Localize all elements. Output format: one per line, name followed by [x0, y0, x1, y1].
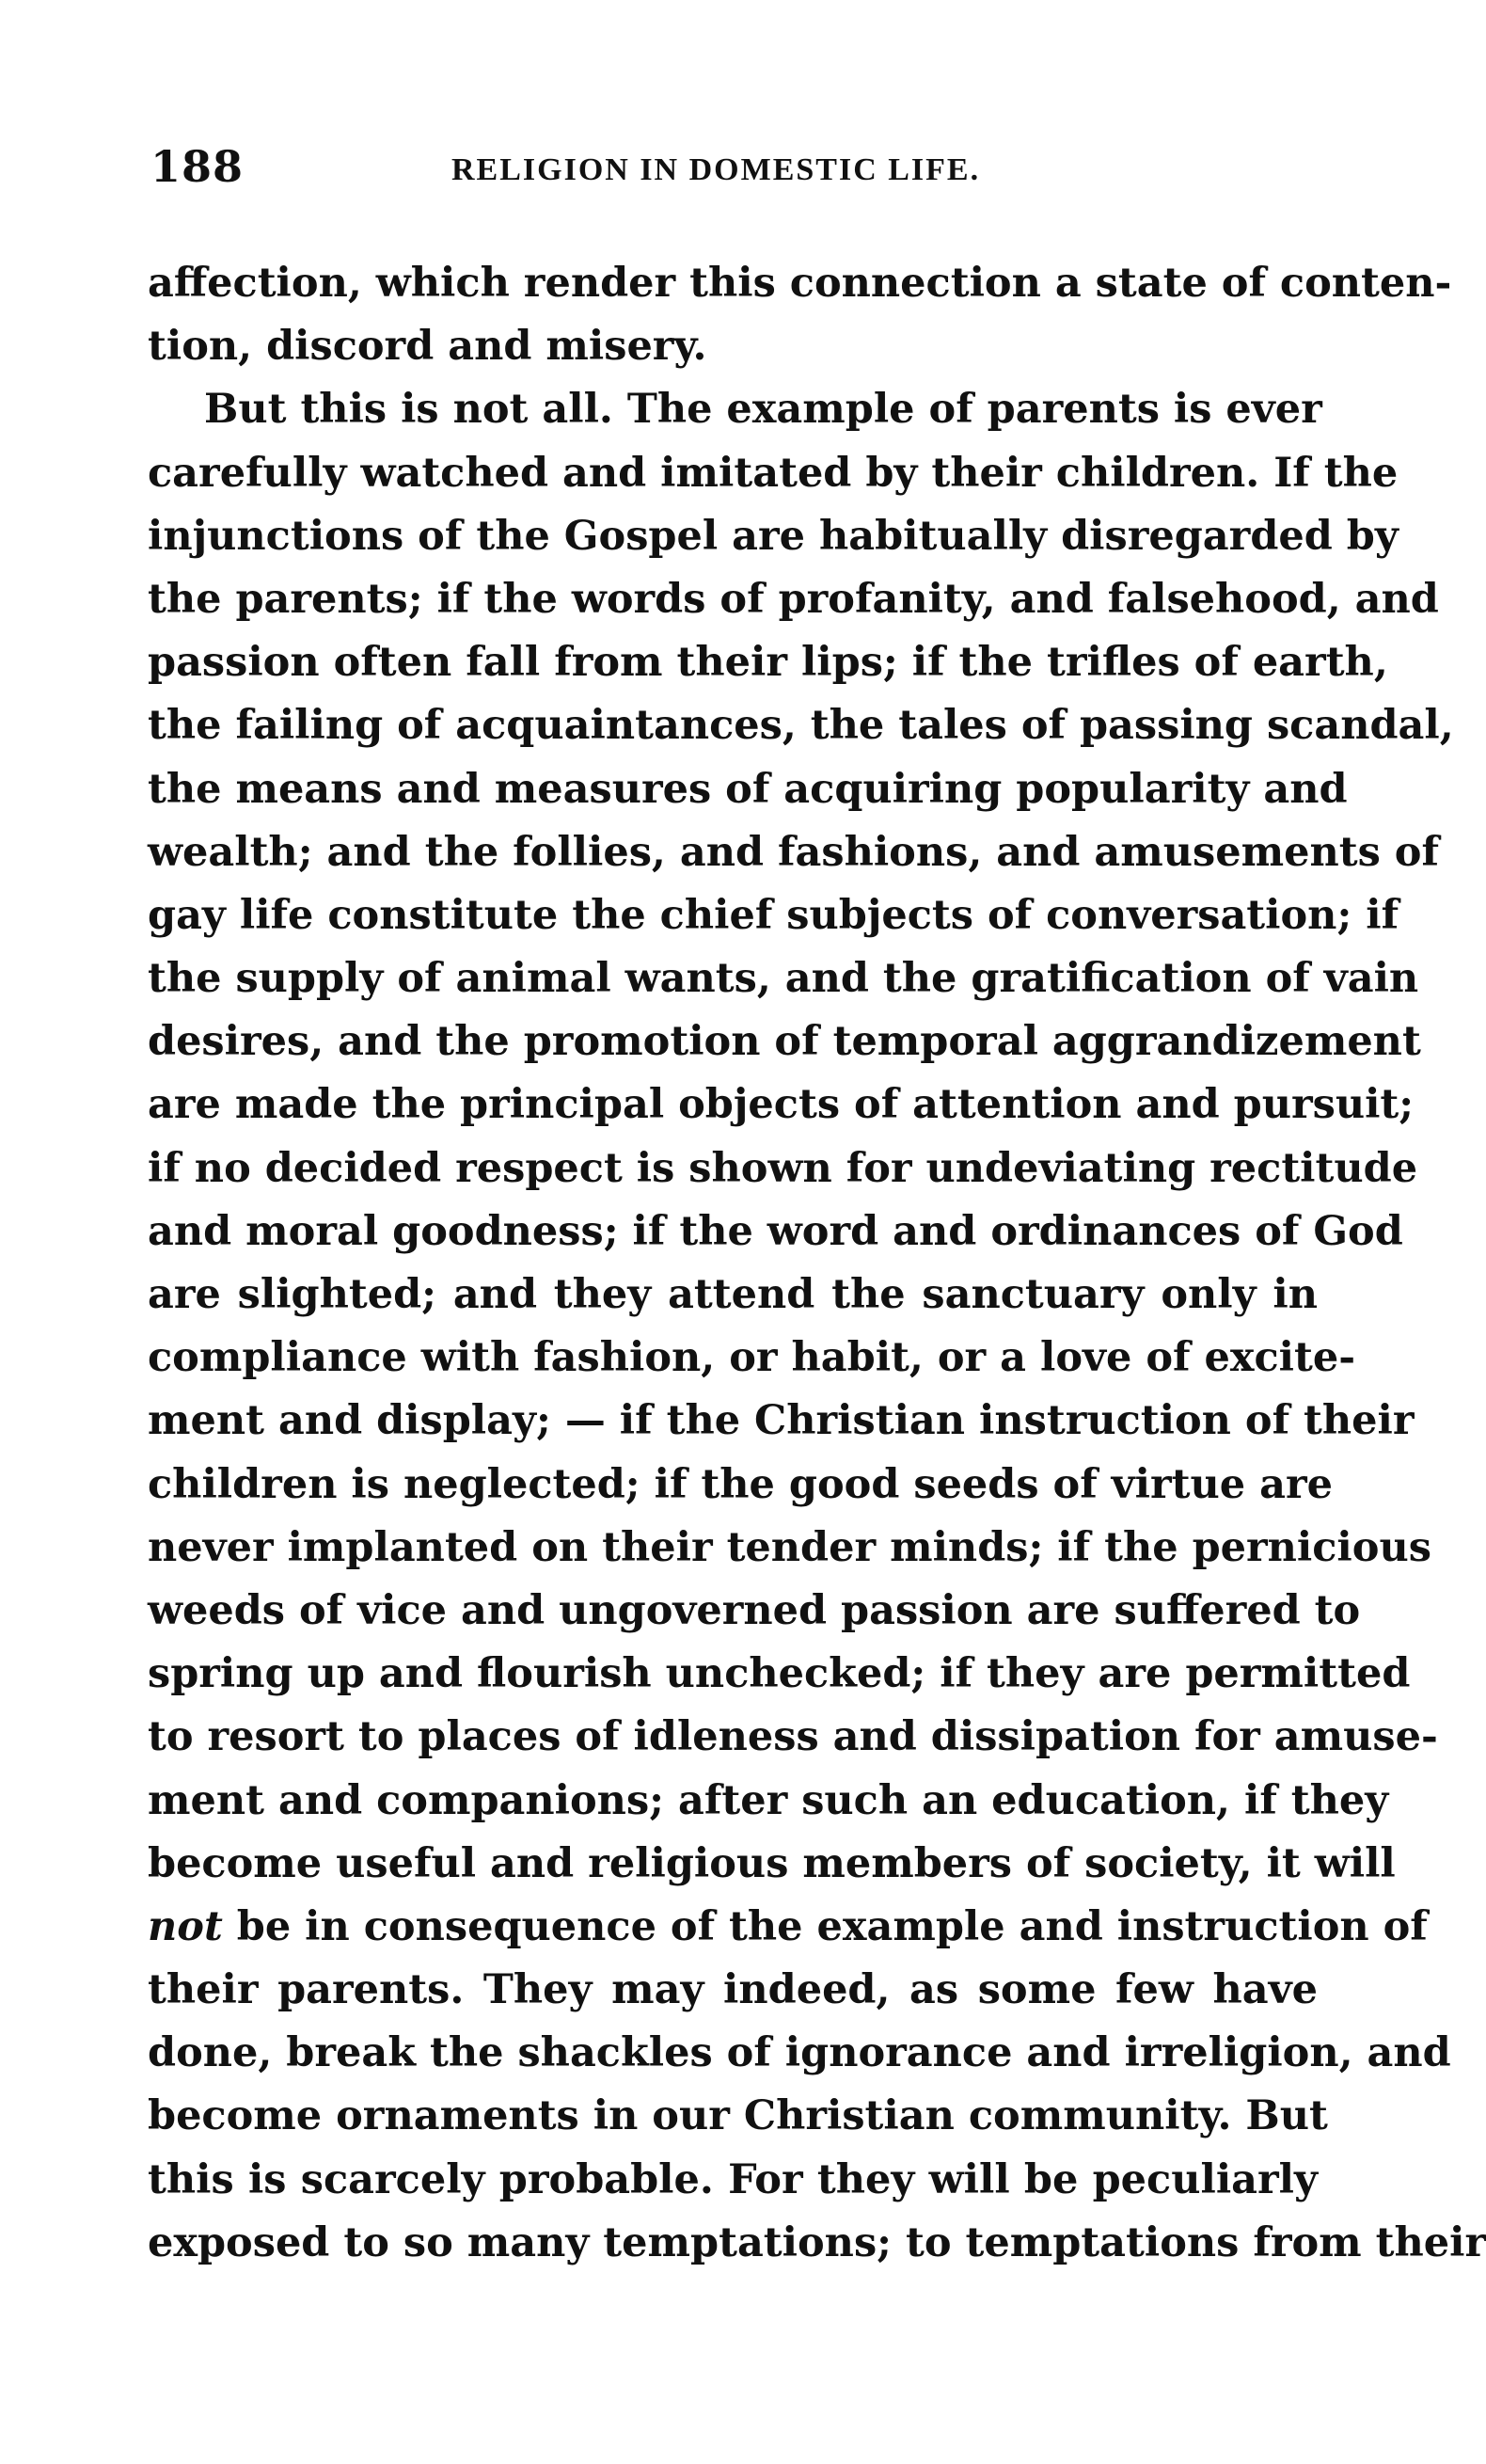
text-line: passion often fall from their lips; if the trifles of earth, [148, 639, 1388, 687]
text-line: spring up and flourish unchecked; if they are permitted [148, 1650, 1411, 1698]
text-line: ment and display; — if the Christian instruction of their [148, 1397, 1415, 1445]
text-line: gay life constitute the chief subjects of conversation; if [148, 891, 1399, 939]
text-line: weeds of vice and ungoverned passion are suffered to [148, 1586, 1361, 1634]
text-line: the failing of acquaintances, the tales of passing scandal, [148, 702, 1454, 750]
text-line: done, break the shackles of ignorance and irreligion, and [148, 2029, 1451, 2077]
paragraph-first-line: But this is not all. The example of parents is ever [204, 386, 1322, 434]
text-line: exposed to so many temptations; to temptations from their [148, 2218, 1486, 2266]
text-line: wealth; and the follies, and fashions, and amusements of [148, 828, 1439, 876]
text-line: affection, which render this connection a state of conten- [148, 260, 1452, 307]
body-text [148, 252, 1486, 2275]
line-remainder: be in consequence of the example and instruction of [222, 1902, 1428, 1950]
running-head: RELIGION IN DOMESTIC LIFE. [451, 152, 981, 187]
text-line: and moral goodness; if the word and ordinances of God [148, 1207, 1403, 1255]
text-line: if no decided respect is shown for undeviating rectitude [148, 1144, 1418, 1192]
text-line: children is neglected; if the good seeds of virtue are [148, 1460, 1333, 1508]
text-line: desires, and the promotion of temporal aggrandizement [148, 1018, 1421, 1066]
text-line: compliance with fashion, or habit, or a love of excite- [148, 1334, 1356, 1382]
text-line: injunctions of the Gospel are habitually disregarded by [148, 512, 1399, 560]
text-line: never implanted on their tender minds; if the pernicious [148, 1523, 1431, 1571]
text-line: this is scarcely probable. For they will be peculiarly [148, 2155, 1318, 2203]
text-line: to resort to places of idleness and dissipation for amuse- [148, 1713, 1438, 1761]
text-line: their parents. They may indeed, as some few have [148, 1966, 1318, 2014]
text-line: the supply of animal wants, and the gratification of vain [148, 955, 1419, 1003]
italic-word: not [148, 1902, 223, 1950]
text-line: become useful and religious members of society, it will [148, 1839, 1396, 1887]
text-line: carefully watched and imitated by their children. If the [148, 449, 1399, 497]
text-line: ment and companions; after such an education, if they [148, 1776, 1389, 1824]
page-header [150, 141, 1317, 207]
text-line-with-italic [148, 1896, 1428, 1959]
page-number: 188 [150, 141, 245, 192]
text-line: the parents; if the words of profanity, and falsehood, and [148, 575, 1439, 623]
text-line: are made the principal objects of attention and pursuit; [148, 1081, 1415, 1129]
text-line: the means and measures of acquiring popularity and [148, 765, 1348, 813]
text-line: tion, discord and misery. [148, 323, 707, 371]
text-line: become ornaments in our Christian community. But [148, 2092, 1328, 2140]
text-line: are slighted; and they attend the sanctuary only in [148, 1271, 1318, 1318]
